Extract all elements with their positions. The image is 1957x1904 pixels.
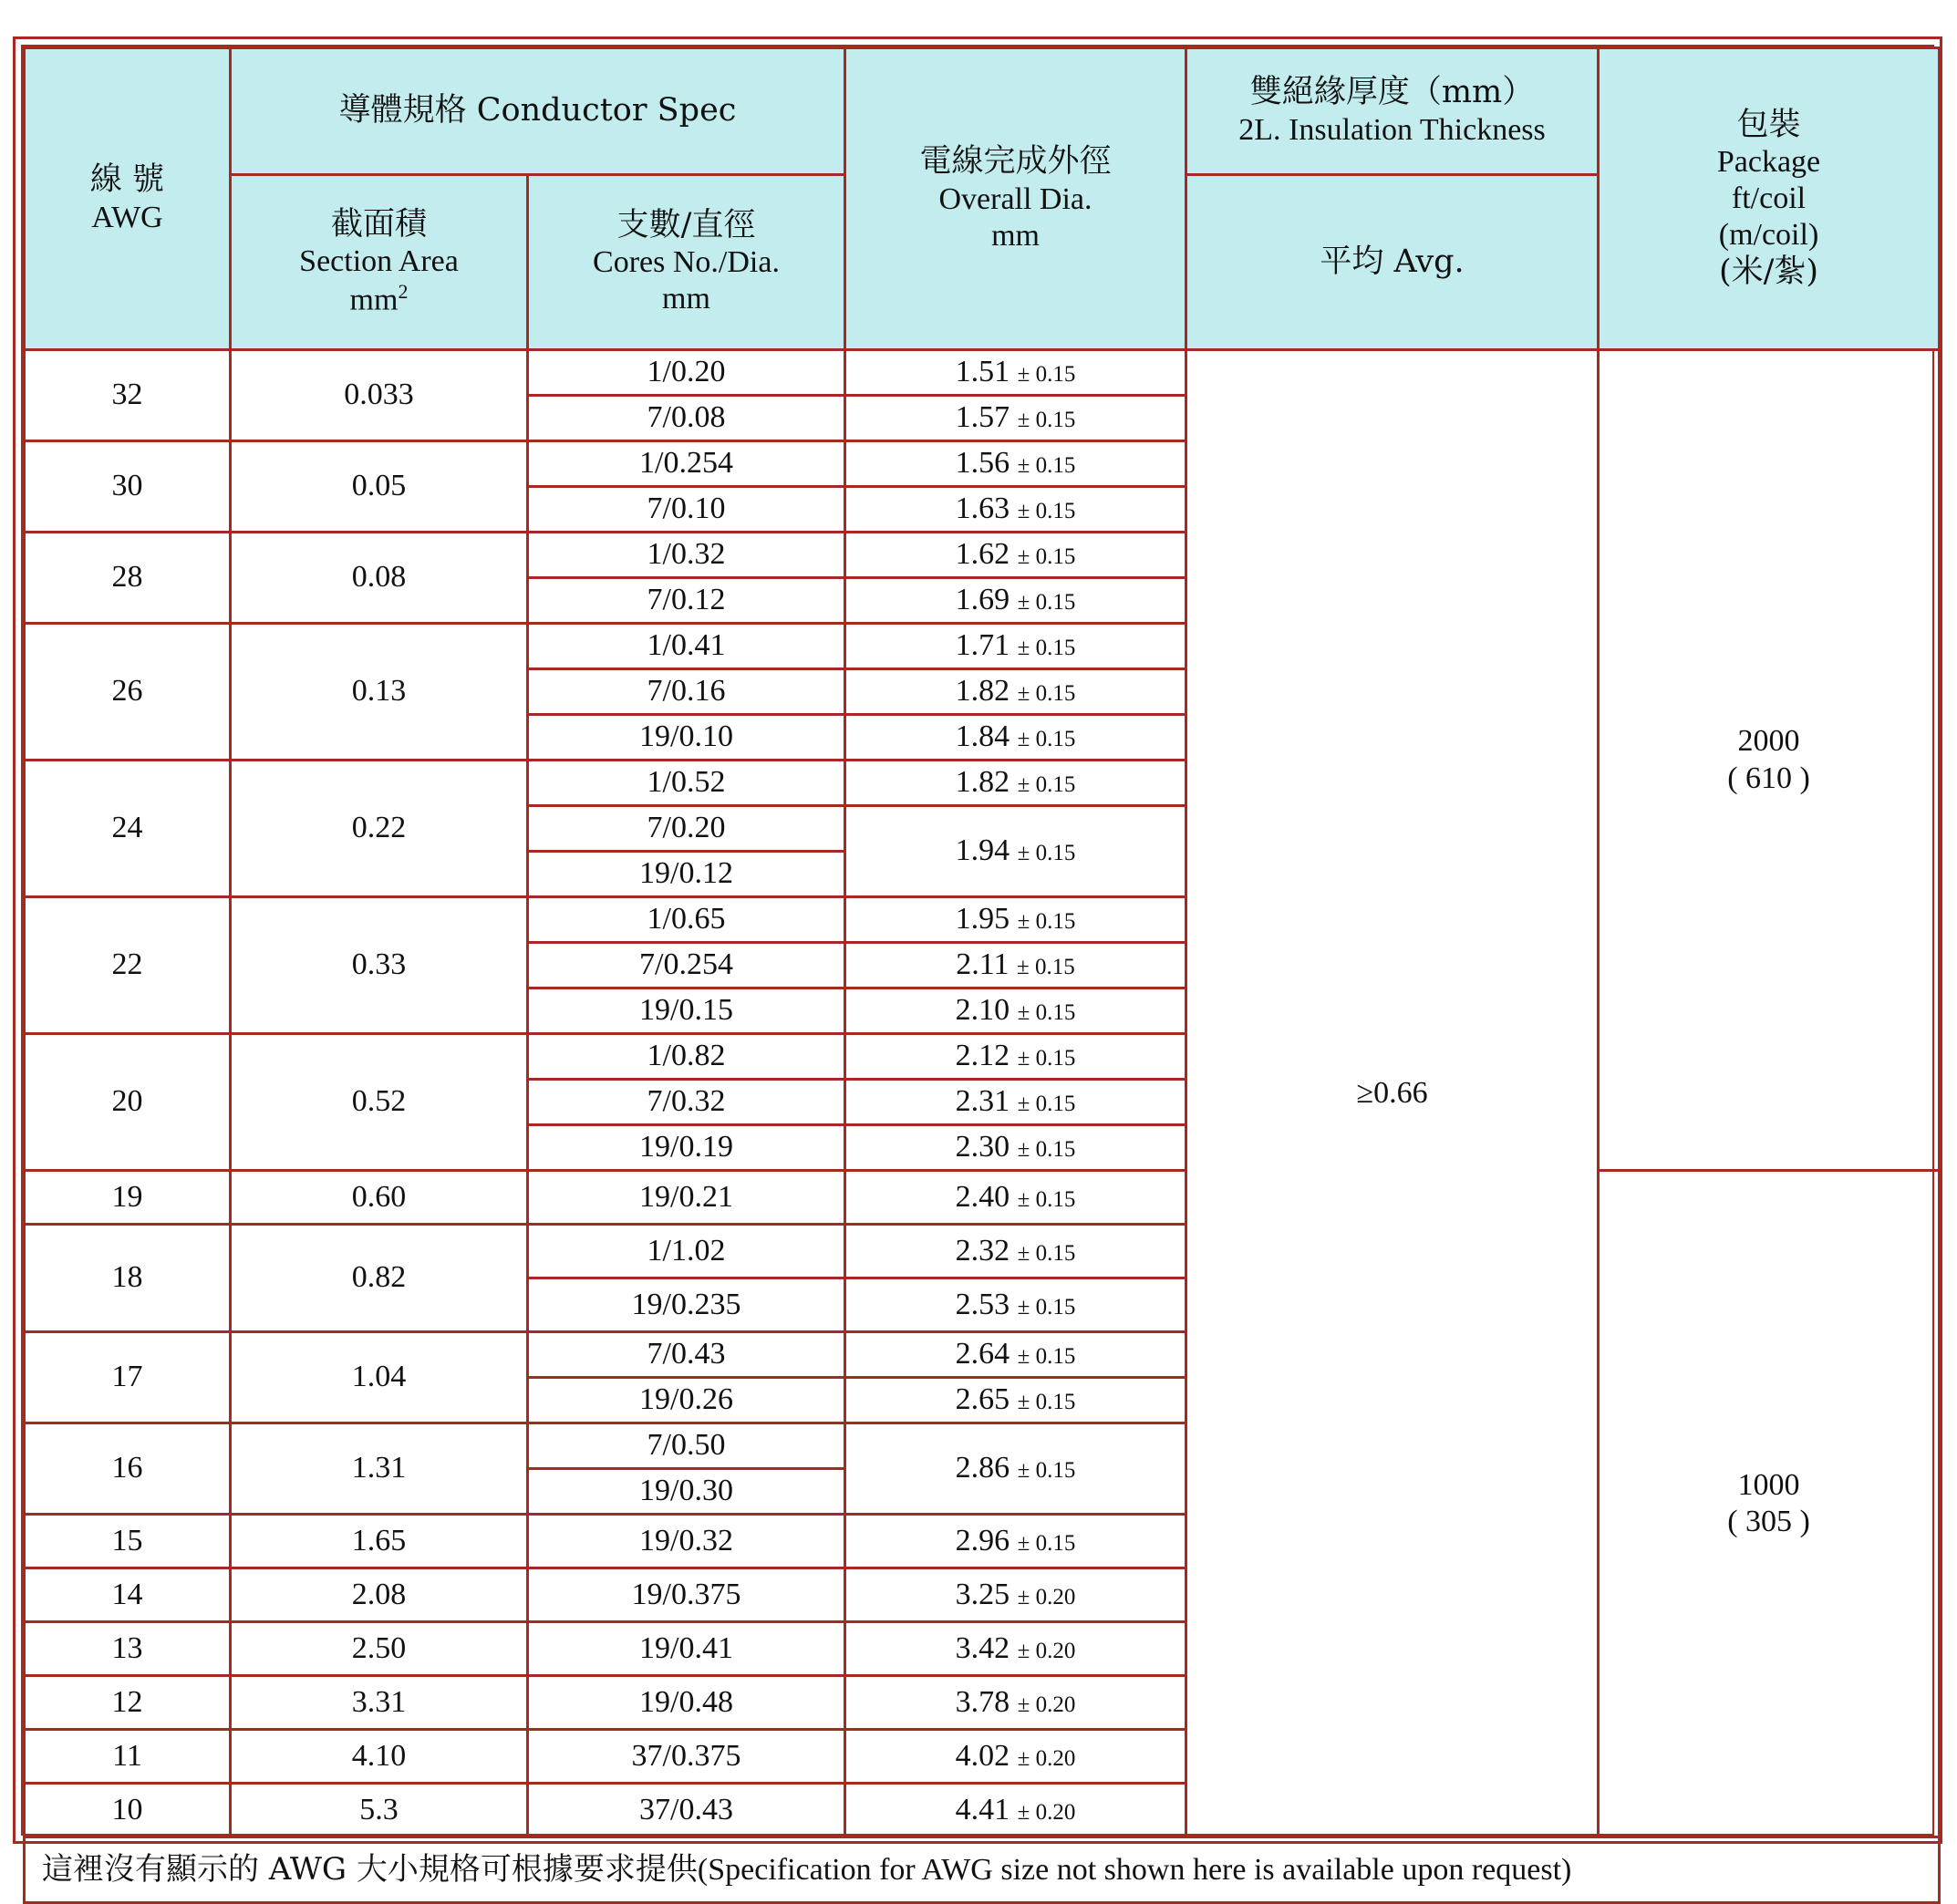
overall-dia-cell — [845, 1676, 1186, 1730]
overall-dia-value: 1.51 — [955, 355, 1010, 389]
overall-dia-value: 2.32 — [955, 1233, 1010, 1268]
cores-cell: 7/0.12 — [528, 578, 845, 624]
awg-cell: 11 — [25, 1730, 231, 1784]
cores-cell: 19/0.12 — [528, 852, 845, 897]
section-area-cell: 2.08 — [231, 1568, 528, 1622]
overall-dia-tolerance: ± 0.15 — [1017, 772, 1076, 798]
awg-cell: 19 — [25, 1171, 231, 1225]
overall-dia-value: 2.30 — [955, 1130, 1010, 1164]
awg-cell: 26 — [25, 624, 231, 761]
cores-cell: 19/0.32 — [528, 1515, 845, 1568]
overall-dia-value: 2.12 — [955, 1039, 1010, 1073]
cores-cell: 19/0.235 — [528, 1278, 845, 1332]
overall-dia-value: 1.82 — [955, 674, 1010, 709]
overall-dia-cell — [845, 1784, 1186, 1837]
section-area-cell: 0.82 — [231, 1225, 528, 1332]
overall-dia-cell — [845, 1034, 1186, 1080]
overall-dia-tolerance: ± 0.15 — [1017, 362, 1076, 388]
overall-dia-cell — [845, 897, 1186, 943]
header-avg: 平均 Avg. — [1186, 175, 1599, 350]
overall-dia-cell — [845, 396, 1186, 441]
cores-cell: 1/0.32 — [528, 533, 845, 578]
overall-dia-cell — [845, 350, 1186, 396]
overall-dia-cell — [845, 1730, 1186, 1784]
cores-cell: 7/0.16 — [528, 669, 845, 715]
overall-dia-value: 1.69 — [955, 583, 1010, 617]
table-row — [25, 1171, 1940, 1225]
overall-dia-value: 1.84 — [955, 719, 1010, 754]
spec-table-body — [25, 350, 1940, 1837]
cores-cell: 7/0.20 — [528, 806, 845, 852]
overall-dia-cell — [845, 1225, 1186, 1278]
overall-dia-cell — [845, 1332, 1186, 1378]
cores-cell: 19/0.26 — [528, 1378, 845, 1423]
header-package: 包裝 Package ft/coil (m/coil) (米/紮) — [1599, 48, 1940, 350]
overall-dia-value: 4.41 — [955, 1792, 1010, 1826]
overall-dia-tolerance: ± 0.15 — [1017, 453, 1076, 479]
overall-dia-cell — [845, 1080, 1186, 1125]
awg-cell: 24 — [25, 761, 231, 897]
overall-dia-tolerance: ± 0.15 — [1017, 1092, 1076, 1117]
cores-cell: 1/0.82 — [528, 1034, 845, 1080]
cores-cell: 19/0.48 — [528, 1676, 845, 1730]
cores-cell: 19/0.30 — [528, 1469, 845, 1515]
cores-cell: 7/0.254 — [528, 943, 845, 988]
section-area-cell: 1.31 — [231, 1423, 528, 1515]
overall-dia-value: 3.78 — [955, 1684, 1010, 1719]
overall-dia-cell — [845, 624, 1186, 669]
overall-dia-cell — [845, 669, 1186, 715]
header-awg: 線 號 AWG — [25, 48, 231, 350]
overall-dia-tolerance: ± 0.15 — [1017, 1137, 1076, 1163]
section-area-cell: 0.05 — [231, 441, 528, 533]
overall-dia-tolerance: ± 0.15 — [1017, 499, 1076, 524]
overall-dia-cell — [845, 533, 1186, 578]
overall-dia-value: 2.65 — [955, 1382, 1010, 1417]
overall-dia-cell — [845, 1423, 1186, 1515]
overall-dia-value: 2.11 — [956, 947, 1010, 982]
section-area-cell: 0.60 — [231, 1171, 528, 1225]
footnote: 這裡沒有顯示的 AWG 大小規格可根據要求提供(Specification for AWG size not shown here is available upon request) — [25, 1837, 1940, 1903]
overall-dia-value: 1.62 — [955, 537, 1010, 572]
overall-dia-cell — [845, 806, 1186, 897]
overall-dia-tolerance: ± 0.15 — [1017, 1530, 1076, 1556]
overall-dia-cell — [845, 578, 1186, 624]
overall-dia-tolerance: ± 0.15 — [1017, 544, 1076, 570]
header-insulation: 雙絕緣厚度（mm） 2L. Insulation Thickness — [1186, 48, 1599, 175]
table-row — [25, 350, 1940, 396]
section-area-cell: 0.52 — [231, 1034, 528, 1171]
overall-dia-value: 1.82 — [955, 765, 1010, 800]
cores-cell: 1/0.41 — [528, 624, 845, 669]
awg-cell: 18 — [25, 1225, 231, 1332]
section-area-cell: 1.65 — [231, 1515, 528, 1568]
section-area-cell: 0.33 — [231, 897, 528, 1034]
overall-dia-cell — [845, 1622, 1186, 1676]
overall-dia-cell — [845, 988, 1186, 1034]
overall-dia-value: 2.53 — [955, 1287, 1010, 1321]
awg-cell: 12 — [25, 1676, 231, 1730]
overall-dia-tolerance: ± 0.15 — [1017, 1458, 1076, 1484]
awg-cell: 14 — [25, 1568, 231, 1622]
overall-dia-tolerance: ± 0.15 — [1017, 636, 1076, 661]
cores-cell: 19/0.21 — [528, 1171, 845, 1225]
cores-cell: 7/0.32 — [528, 1080, 845, 1125]
cores-cell: 7/0.43 — [528, 1332, 845, 1378]
overall-dia-tolerance: ± 0.15 — [1017, 1344, 1076, 1370]
package-ft: 2000 — [1737, 724, 1800, 759]
overall-dia-tolerance: ± 0.20 — [1017, 1745, 1076, 1771]
overall-dia-cell — [845, 1378, 1186, 1423]
overall-dia-value: 1.57 — [955, 400, 1010, 435]
cores-cell: 1/1.02 — [528, 1225, 845, 1278]
overall-dia-value: 1.95 — [955, 902, 1010, 936]
cores-cell: 19/0.15 — [528, 988, 845, 1034]
cores-cell: 1/0.20 — [528, 350, 845, 396]
overall-dia-tolerance: ± 0.15 — [1017, 841, 1076, 866]
overall-dia-value: 2.40 — [955, 1179, 1010, 1214]
section-area-cell: 4.10 — [231, 1730, 528, 1784]
overall-dia-tolerance: ± 0.15 — [1017, 1186, 1076, 1212]
overall-dia-cell — [845, 1515, 1186, 1568]
cores-cell: 19/0.41 — [528, 1622, 845, 1676]
overall-dia-tolerance: ± 0.20 — [1017, 1638, 1076, 1663]
header-overall-dia: 電線完成外徑 Overall Dia. mm — [845, 48, 1186, 350]
insulation-thickness-cell: ≥0.66 — [1186, 350, 1599, 1837]
cores-cell: 1/0.52 — [528, 761, 845, 806]
overall-dia-value: 4.02 — [955, 1738, 1010, 1773]
table-frame — [13, 36, 1942, 1888]
overall-dia-tolerance: ± 0.15 — [1017, 1000, 1076, 1026]
overall-dia-value: 2.96 — [955, 1523, 1010, 1557]
overall-dia-value: 3.42 — [955, 1630, 1010, 1665]
cores-cell: 1/0.254 — [528, 441, 845, 487]
awg-cell: 20 — [25, 1034, 231, 1171]
overall-dia-value: 2.10 — [955, 993, 1010, 1028]
overall-dia-cell — [845, 715, 1186, 761]
overall-dia-value: 2.64 — [955, 1337, 1010, 1371]
section-area-cell: 1.04 — [231, 1332, 528, 1423]
cores-cell: 37/0.375 — [528, 1730, 845, 1784]
header-section-area: 截面積 Section Area $mm^2$ — [231, 175, 528, 350]
overall-dia-cell — [845, 761, 1186, 806]
awg-cell: 22 — [25, 897, 231, 1034]
overall-dia-value: 1.71 — [955, 628, 1010, 663]
package-m: ( 305 ) — [1727, 1505, 1810, 1538]
overall-dia-value: 2.86 — [955, 1451, 1010, 1485]
overall-dia-tolerance: ± 0.15 — [1017, 590, 1076, 616]
awg-cell: 32 — [25, 350, 231, 441]
spec-table — [23, 47, 1941, 1904]
cores-cell: 19/0.375 — [528, 1568, 845, 1622]
cores-cell: 7/0.08 — [528, 396, 845, 441]
header-conductor-spec: 導體規格 Conductor Spec — [231, 48, 845, 175]
overall-dia-tolerance: ± 0.15 — [1017, 1390, 1076, 1415]
overall-dia-tolerance: ± 0.15 — [1017, 909, 1076, 935]
overall-dia-cell — [845, 487, 1186, 533]
cores-cell: 7/0.50 — [528, 1423, 845, 1469]
overall-dia-tolerance: ± 0.15 — [1017, 955, 1075, 980]
section-area-cell: 0.08 — [231, 533, 528, 624]
overall-dia-tolerance: ± 0.15 — [1017, 1294, 1076, 1319]
cores-cell: 1/0.65 — [528, 897, 845, 943]
overall-dia-value: 1.94 — [955, 833, 1010, 868]
section-area-cell: 0.22 — [231, 761, 528, 897]
section-area-cell: 0.033 — [231, 350, 528, 441]
overall-dia-cell — [845, 1568, 1186, 1622]
overall-dia-tolerance: ± 0.20 — [1017, 1584, 1076, 1609]
cores-cell: 19/0.10 — [528, 715, 845, 761]
table-inner-frame — [21, 45, 1934, 1888]
package-cell — [1599, 1171, 1940, 1837]
overall-dia-cell — [845, 943, 1186, 988]
awg-cell: 16 — [25, 1423, 231, 1515]
overall-dia-tolerance: ± 0.15 — [1017, 1046, 1076, 1071]
overall-dia-tolerance: ± 0.15 — [1017, 727, 1076, 752]
awg-cell: 28 — [25, 533, 231, 624]
overall-dia-value: 1.63 — [955, 492, 1010, 526]
overall-dia-tolerance: ± 0.20 — [1017, 1799, 1076, 1825]
overall-dia-tolerance: ± 0.15 — [1017, 1240, 1076, 1266]
overall-dia-value: 3.25 — [955, 1577, 1010, 1611]
overall-dia-cell — [845, 441, 1186, 487]
overall-dia-tolerance: ± 0.15 — [1017, 408, 1076, 433]
section-area-cell: 0.13 — [231, 624, 528, 761]
header-cores: 支數/直徑 Cores No./Dia. mm — [528, 175, 845, 350]
overall-dia-value: 1.56 — [955, 446, 1010, 481]
section-area-cell: 2.50 — [231, 1622, 528, 1676]
package-cell — [1599, 350, 1940, 1171]
overall-dia-cell — [845, 1171, 1186, 1225]
cores-cell: 7/0.10 — [528, 487, 845, 533]
overall-dia-cell — [845, 1278, 1186, 1332]
overall-dia-value: 2.31 — [955, 1084, 1010, 1119]
cores-cell: 37/0.43 — [528, 1784, 845, 1837]
section-area-cell: 3.31 — [231, 1676, 528, 1730]
awg-cell: 15 — [25, 1515, 231, 1568]
overall-dia-tolerance: ± 0.15 — [1017, 681, 1076, 707]
awg-cell: 10 — [25, 1784, 231, 1837]
awg-cell: 17 — [25, 1332, 231, 1423]
overall-dia-cell — [845, 1125, 1186, 1171]
package-ft: 1000 — [1737, 1467, 1800, 1502]
awg-cell: 30 — [25, 441, 231, 533]
section-area-cell: 5.3 — [231, 1784, 528, 1837]
awg-cell: 13 — [25, 1622, 231, 1676]
cores-cell: 19/0.19 — [528, 1125, 845, 1171]
package-m: ( 610 ) — [1727, 761, 1810, 795]
overall-dia-tolerance: ± 0.20 — [1017, 1692, 1076, 1717]
